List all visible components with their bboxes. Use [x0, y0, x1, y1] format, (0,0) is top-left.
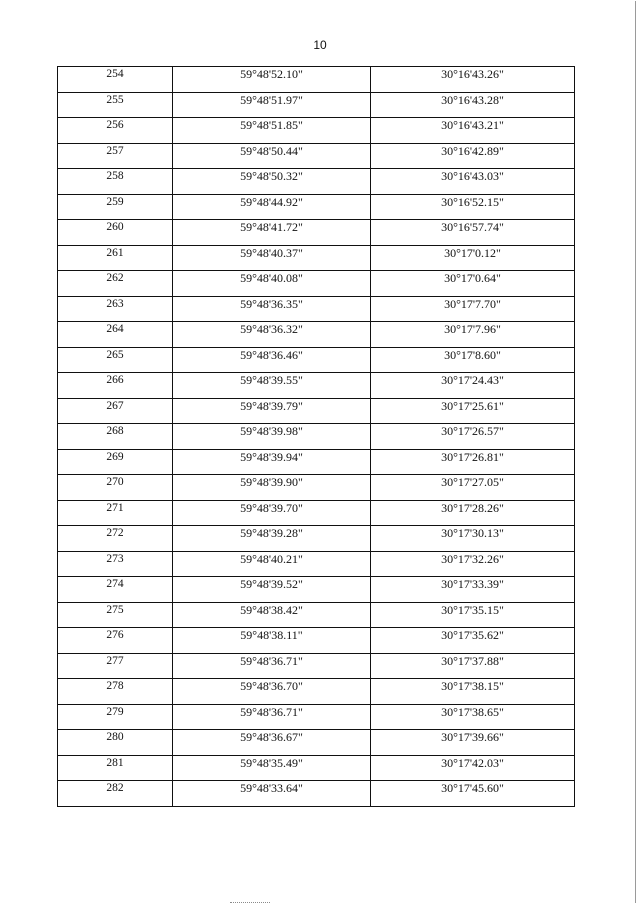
point-number-cell: 281 — [58, 755, 173, 781]
latitude-cell: 59°48'38.42" — [173, 602, 371, 628]
point-number-cell: 280 — [58, 730, 173, 756]
point-number-cell: 272 — [58, 526, 173, 552]
table-row — [58, 398, 575, 424]
longitude-cell: 30°17'25.61" — [371, 398, 575, 424]
longitude-cell: 30°17'7.70" — [371, 296, 575, 322]
point-number-cell: 256 — [58, 118, 173, 144]
latitude-cell: 59°48'36.71" — [173, 653, 371, 679]
point-number-cell: 261 — [58, 245, 173, 271]
latitude-cell: 59°48'39.55" — [173, 373, 371, 399]
table-row — [58, 704, 575, 730]
point-number-cell: 262 — [58, 271, 173, 297]
point-number-cell: 266 — [58, 373, 173, 399]
latitude-cell: 59°48'39.28" — [173, 526, 371, 552]
latitude-cell: 59°48'39.98" — [173, 424, 371, 450]
table-row — [58, 602, 575, 628]
longitude-cell: 30°17'45.60" — [371, 781, 575, 807]
table-row — [58, 653, 575, 679]
point-number-cell: 260 — [58, 220, 173, 246]
table-row — [58, 755, 575, 781]
coordinates-table — [57, 66, 575, 807]
table-row — [58, 194, 575, 220]
latitude-cell: 59°48'38.11" — [173, 628, 371, 654]
point-number-cell: 271 — [58, 500, 173, 526]
longitude-cell: 30°17'42.03" — [371, 755, 575, 781]
point-number-cell: 255 — [58, 92, 173, 118]
table-row — [58, 347, 575, 373]
latitude-cell: 59°48'36.70" — [173, 679, 371, 705]
longitude-cell: 30°17'7.96" — [371, 322, 575, 348]
latitude-cell: 59°48'44.92" — [173, 194, 371, 220]
table-row — [58, 551, 575, 577]
longitude-cell: 30°17'39.66" — [371, 730, 575, 756]
latitude-cell: 59°48'36.35" — [173, 296, 371, 322]
latitude-cell: 59°48'36.46" — [173, 347, 371, 373]
longitude-cell: 30°16'43.03" — [371, 169, 575, 195]
latitude-cell: 59°48'41.72" — [173, 220, 371, 246]
scan-artifact-line — [230, 902, 270, 904]
latitude-cell: 59°48'52.10" — [173, 67, 371, 93]
longitude-cell: 30°17'26.57" — [371, 424, 575, 450]
latitude-cell: 59°48'39.52" — [173, 577, 371, 603]
point-number-cell: 279 — [58, 704, 173, 730]
table-row — [58, 143, 575, 169]
table-row — [58, 322, 575, 348]
latitude-cell: 59°48'36.32" — [173, 322, 371, 348]
point-number-cell: 265 — [58, 347, 173, 373]
longitude-cell: 30°17'38.15" — [371, 679, 575, 705]
longitude-cell: 30°16'43.26" — [371, 67, 575, 93]
longitude-cell: 30°17'38.65" — [371, 704, 575, 730]
table-row — [58, 67, 575, 93]
latitude-cell: 59°48'50.32" — [173, 169, 371, 195]
point-number-cell: 264 — [58, 322, 173, 348]
point-number-cell: 276 — [58, 628, 173, 654]
point-number-cell: 268 — [58, 424, 173, 450]
latitude-cell: 59°48'50.44" — [173, 143, 371, 169]
table-row — [58, 296, 575, 322]
point-number-cell: 257 — [58, 143, 173, 169]
table-row — [58, 781, 575, 807]
longitude-cell: 30°17'0.64" — [371, 271, 575, 297]
table-row — [58, 449, 575, 475]
longitude-cell: 30°17'24.43" — [371, 373, 575, 399]
table-row — [58, 475, 575, 501]
table-row — [58, 245, 575, 271]
latitude-cell: 59°48'40.08" — [173, 271, 371, 297]
longitude-cell: 30°17'26.81" — [371, 449, 575, 475]
table-row — [58, 271, 575, 297]
latitude-cell: 59°48'51.85" — [173, 118, 371, 144]
table-row — [58, 500, 575, 526]
longitude-cell: 30°17'35.62" — [371, 628, 575, 654]
table-row — [58, 220, 575, 246]
latitude-cell: 59°48'40.37" — [173, 245, 371, 271]
latitude-cell: 59°48'36.67" — [173, 730, 371, 756]
longitude-cell: 30°17'28.26" — [371, 500, 575, 526]
latitude-cell: 59°48'39.90" — [173, 475, 371, 501]
point-number-cell: 267 — [58, 398, 173, 424]
longitude-cell: 30°17'33.39" — [371, 577, 575, 603]
table-row — [58, 679, 575, 705]
point-number-cell: 278 — [58, 679, 173, 705]
point-number-cell: 254 — [58, 67, 173, 93]
point-number-cell: 263 — [58, 296, 173, 322]
latitude-cell: 59°48'35.49" — [173, 755, 371, 781]
point-number-cell: 277 — [58, 653, 173, 679]
point-number-cell: 282 — [58, 781, 173, 807]
table-row — [58, 373, 575, 399]
longitude-cell: 30°17'37.88" — [371, 653, 575, 679]
longitude-cell: 30°16'52.15" — [371, 194, 575, 220]
latitude-cell: 59°48'51.97" — [173, 92, 371, 118]
point-number-cell: 259 — [58, 194, 173, 220]
longitude-cell: 30°17'35.15" — [371, 602, 575, 628]
latitude-cell: 59°48'36.71" — [173, 704, 371, 730]
point-number-cell: 273 — [58, 551, 173, 577]
longitude-cell: 30°17'32.26" — [371, 551, 575, 577]
latitude-cell: 59°48'33.64" — [173, 781, 371, 807]
table-row — [58, 730, 575, 756]
page-number: 10 — [313, 38, 327, 52]
longitude-cell: 30°16'57.74" — [371, 220, 575, 246]
longitude-cell: 30°16'43.28" — [371, 92, 575, 118]
latitude-cell: 59°48'39.70" — [173, 500, 371, 526]
longitude-cell: 30°17'0.12" — [371, 245, 575, 271]
coordinates-table-body — [58, 67, 575, 807]
latitude-cell: 59°48'39.94" — [173, 449, 371, 475]
point-number-cell: 269 — [58, 449, 173, 475]
longitude-cell: 30°17'30.13" — [371, 526, 575, 552]
table-row — [58, 577, 575, 603]
longitude-cell: 30°16'43.21" — [371, 118, 575, 144]
point-number-cell: 275 — [58, 602, 173, 628]
longitude-cell: 30°17'8.60" — [371, 347, 575, 373]
table-row — [58, 169, 575, 195]
longitude-cell: 30°16'42.89" — [371, 143, 575, 169]
table-row — [58, 424, 575, 450]
latitude-cell: 59°48'39.79" — [173, 398, 371, 424]
table-row — [58, 628, 575, 654]
longitude-cell: 30°17'27.05" — [371, 475, 575, 501]
table-row — [58, 526, 575, 552]
point-number-cell: 258 — [58, 169, 173, 195]
point-number-cell: 274 — [58, 577, 173, 603]
latitude-cell: 59°48'40.21" — [173, 551, 371, 577]
table-row — [58, 92, 575, 118]
point-number-cell: 270 — [58, 475, 173, 501]
table-row — [58, 118, 575, 144]
